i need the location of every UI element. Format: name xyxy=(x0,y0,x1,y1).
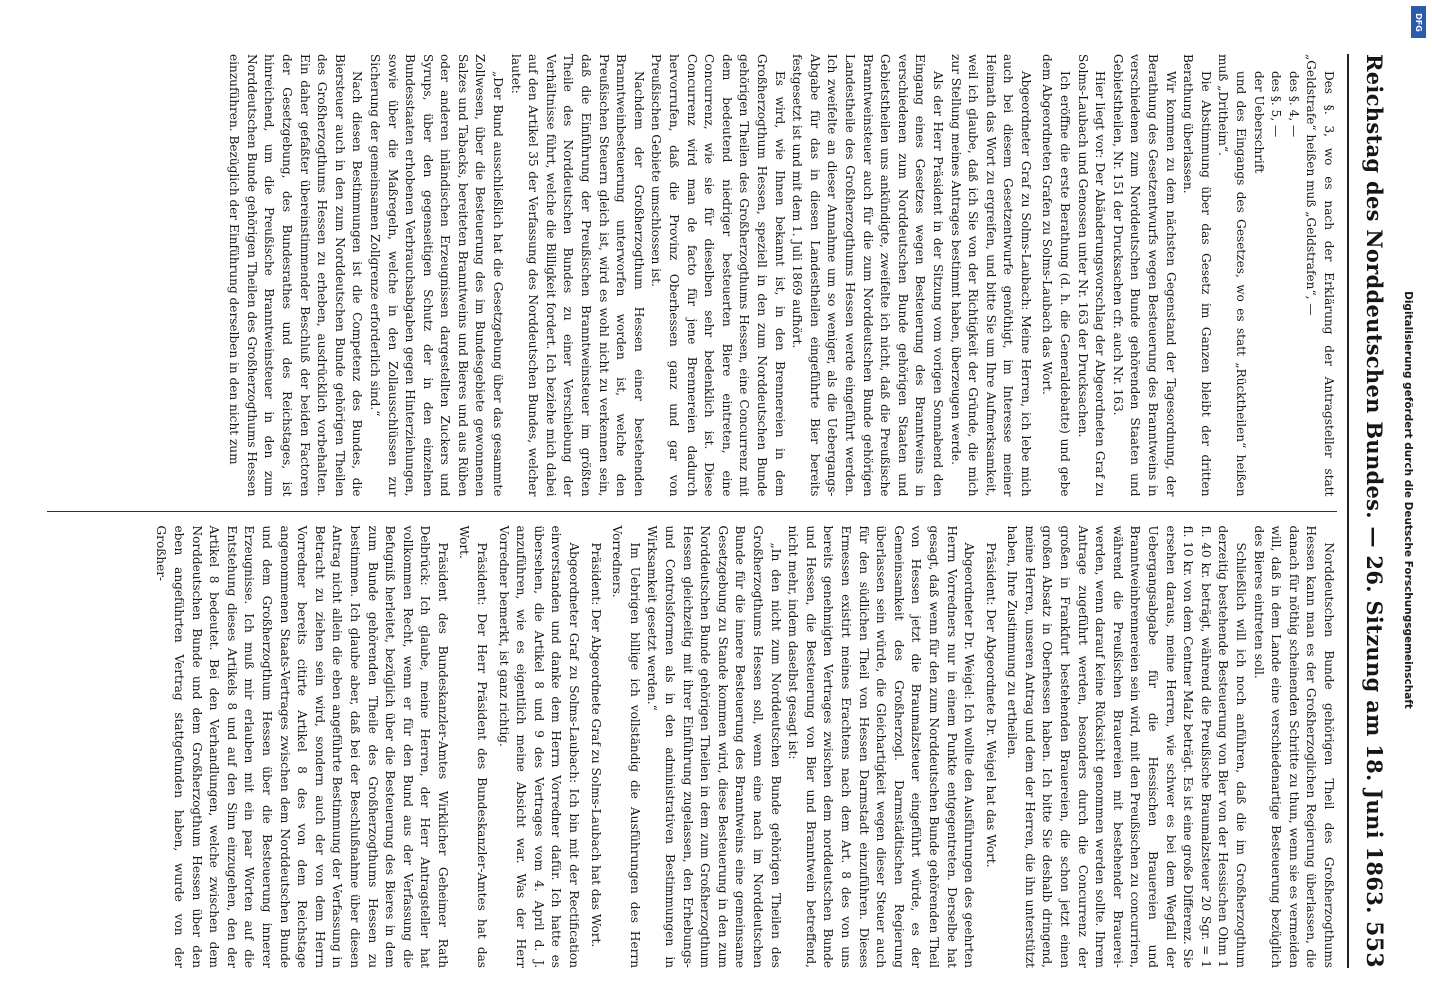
right-paragraph: Abgeordneter Dr. Weigel: Ich wollte den Ausführungen des geehrten Herrn Vorredners nur in einem Punkte entgegentreten. Derselbe hat gesagt, daß wenn für den zum Norddeutschen Bunde gehörenden Theil von Hessen jetzt die Braumalzsteuer eingeführt würde, es der Gemeinsamkeit des Großherzogl. Darmstädtischen Regierung überlassen sein würde, die Gleichartigkeit wegen dieser Steuer auch für den südlichen Theil von Hessen Darmstadt einzuführen. Dieses Ermessen existirt meines Erachtens nach dem Art. 8 des von uns bereits genehmigten Vertrages zwischen dem norddeutschen Bunde und Hessen, die Besteuerung von Bier und Branntwein betreffend, nicht mehr, indem daselbst gesagt ist: xyxy=(786,525,977,968)
right-paragraph: Norddeutschen Bunde gehörigen Theil des Großherzogthums Hessen kann man es der Großherzoglichen Regierung überlassen, die danach für nöthig scheinenden Schritte zu thun, wenn sie es vermeiden will, daß in dem Lande eine verschiedenartige Besteuerung bezüglich des Bieres eintreten soll. xyxy=(1251,525,1336,968)
left-paragraph: Als der Herr Präsident in der Sitzung vom vorigen Sonnabend den Eingang eines Gesetzes wegen Besteuerung des Branntweins in verschiedenen zum Norddeutschen Bunde gehörigen Staaten und Gebietstheilen uns ankündigte, zweifelte ich nicht, daß die Preußische Branntweinsteuer auch für die zum Norddeutschen Bunde gehörigen Landestheile des Großherzogthums Hessen werde eingeführt werden. Ich zweifelte an dieser Annahme um so weniger, als die Uebergangs-Abgabe für das in diesen Landestheilen eingeführte Bier bereits festgesetzt ist und mit dem 1. Juli 1869 aufhört. xyxy=(790,54,945,497)
right-paragraph: Präsident: Der Herr Präsident des Bundeskanzler-Amtes hat das Wort. xyxy=(457,525,490,968)
left-paragraph: Des §. 3, wo es nach der Erklärung der Antragsteller statt „Geldstrafe“ heißen muß „Geldstrafen“, — xyxy=(1304,54,1336,497)
right-paragraph: „In den nicht zum Norddeutschen Bunde gehörigen Theilen des Großherzogthums Hessen soll, wenn eine nach im Norddeutschen Bunde für die innere Besteuerung des Branntweins eine gemeinsame Gesetzgebung zu Stande kommen wird, diese Besteuerung in den zum Norddeutschen Bunde gehörigen Theilen in dem zum Großherzogthum Hessen gleichzeitig mit ihrer Einführung zugelassen, den Erhebungs- und Controlsformen als in den administrativen Bestimmungen in Wirksamkeit gesetzt werden.“ xyxy=(645,525,783,968)
text-columns xyxy=(47,54,1337,968)
right-paragraph: Abgeordneter Graf zu Solms-Laubach: Ich bin mit der Rectification einverstanden und danke dem Herrn Vorredner dafür. Ich hatte es übersehen, die Artikel 8 und 9 des Vertrages vom 4. April d. J. anzuführen, wie es eigentlich meine Absicht war. Was der Herr Vorredner bemerkt, ist ganz richtig. xyxy=(496,525,582,968)
left-paragraph: des §. 4, — xyxy=(1286,70,1301,138)
right-paragraph: Präsident des Bundeskanzler-Amtes Wirklicher Geheimer Rath Delbrück: Ich glaube, meine Herren, der Herr Antragsteller hat vollkommen Recht, wenn er für den Bund aus der Verfassung die Befugniß herleitet, bezüglich über die Besteuerung des Bieres in dem zum Bunde gehörenden Theile des Großherzogthums Hessen zu bestimmen. Ich glaube aber, daß bei der Beschlußnahme über diesen Antrag nicht allein die eben angeführte Bestimmung der Verfassung in Betracht zu ziehen sein wird, sondern auch der von dem Herrn Vorredner bereits citirte Artikel 8 des von dem Reichstage angenommenen Staats-Vertrages zwischen dem Norddeutschen Bunde und dem Großherzogthum Hessen über die Besteuerung innerer Erzeugnisse. Ich muß mir erlauben mit ein paar Worten auf die Entstehung dieses Artikels 8 und auf den Sinn einzugehen, den der Artikel 8 bedeutet. Bei den Verhandlungen, welche zwischen dem Norddeutschen Bunde und dem Großherzogthum Hessen über den eben angeführten Vertrag stattgefunden haben, wurde von der Großher- xyxy=(154,525,450,968)
left-paragraph: Wir kommen zu dem nächsten Gegenstand der Tagesordnung, der Berathung des Gesetzentwurfs wegen Besteuerung des Branntweins in verschiedenen zum Norddeutschen Bunde gehörenden Staaten und Gebietstheilen, Nr. 151 der Drucksachen cfr. auch Nr. 163. xyxy=(1110,54,1178,497)
left-paragraph: Abgeordneter Graf zu Solms-Laubach: Meine Herren, ich lebe mich auch bei diesem Gesetzentwurfe genöthigt, im Interesse meiner Heimath das Wort zu ergreifen, und bitte Sie um Ihre Aufmerksamkeit, weil ich glaube, daß ich Sie von der Richtigkeit der Gründe, die mich zur Stellung meines Antrages bestimmt haben, überzeugen werde. xyxy=(948,54,1033,497)
left-paragraph: Die Abstimmung über das Gesetz im Ganzen bleibt der dritten Berathung überlassen. xyxy=(1181,54,1213,497)
left-paragraph: Nach diesen Bestimmungen ist die Competenz des Bundes, die Biersteuer auch in den zum Norddeutschen Bunde gehörigen Theilen des Großherzogthums Hessen zu erheben, ausdrücklich vorbehalten. Ein daher gefaßter übereinstimmender Beschluß der beiden Factoren der Gesetzgebung, des Bundesrathes und des Reichstages, ist hinreichend, um die Preußische Branntweinsteuer in den zum Norddeutschen Bunde gehörigen Theilen des Großherzogthums Hessen einzuführen. Bezüglich der Einführung derselben in den nicht zum xyxy=(227,54,365,497)
left-paragraph: Es wird, wie Ihnen bekannt ist, in den Brennereien in dem Großherzogthum Hessen, speziell in den zum Norddeutschen Bunde gehörigen Theilen des Großherzogthums Hessen, eine Concurrenz mit dem bedeutend niedriger besteuerten Biere eintreten, eine Concurrenz, wie sie für dieselben sehr bedenklich ist. Diese Concurrenz wird man de facto für jene Brennereien dadurch hervorrufen, daß die Provinz Oberhessen ganz und gar von Preußischen Gebiete umschlossen ist. xyxy=(649,54,787,497)
left-column xyxy=(47,54,1337,511)
digitization-credit: Digitalisierung gefördert durch die Deutsche Forschungsgemeinschaft xyxy=(1402,291,1414,709)
document-sheet xyxy=(31,10,1401,990)
dfg-logo-text: DFG xyxy=(1414,12,1424,32)
left-paragraph: Ich eröffne die erste Berathung (d. h. die Generaldebatte) und gebe dem Abgeordneten Grafen zu Solms-Laubach das Wort. xyxy=(1040,54,1073,497)
right-paragraph: Präsident: Der Abgeordnete Graf zu Solms-Laubach hat das Wort. xyxy=(588,542,603,948)
left-paragraph: „Der Bund ausschließlich hat die Gesetzgebung über das gesammte Zollwesen, über die Besteuerung des im Bundesgebiete gewonnenen Salzes und Tabacks, bereiteten Branntweins und Bieres und aus Rüben oder anderen inländischen Erzeugnissen dargestellten Zuckers und Syrups, über den gegenseitigen Schutz der in den einzelnen Bundesstaaten erhobenen Verbrauchsabgaben gegen Hinterziehungen, sowie über die Maßregeln, welche in den Zollausschlüssen zur Sicherung der gemeinsamen Zollgrenze erforderlich sind.“ xyxy=(367,54,506,497)
left-paragraph: Nachdem der Großherzogthum Hessen einer bestehenden Branntweinbesteuerung unterworfen worden ist, welche den Preußischen Steuern gleich ist, wird es wohl nicht zu verkennen sein, daß die Einführung der Preußischen Branntweinsteuer im größten Theile des Norddeutschen Bundes zu einer Verschiebung der Verhältnisse führt, welche die Billigkeit fordert. Ich beziehe mich dabei auf den Artikel 35 der Verfassung des Norddeutschen Bundes, welcher lautet: xyxy=(508,54,646,497)
header-title: Reichstag des Norddeutschen Bundes. — 26. Sitzung am 18. Juni 1863. xyxy=(1362,54,1387,914)
left-paragraph: Hier liegt vor: Der Abänderungsvorschlag der Abgeordneten Graf zu Solms-Laubach und Genossen unter Nr. 163 der Drucksachen. xyxy=(1075,54,1108,497)
running-header xyxy=(1353,54,1387,968)
dfg-logo xyxy=(1411,6,1426,38)
right-column xyxy=(47,512,1337,969)
header-rule xyxy=(1347,54,1349,968)
right-paragraph: Präsident: Der Abgeordnete Dr. Weigel hat das Wort. xyxy=(983,542,998,868)
right-paragraph: Im Uebrigen billige ich vollständig die Ausführungen des Herrn Vorredners. xyxy=(610,525,642,968)
left-paragraph: der Ueberschrift xyxy=(1251,70,1266,174)
left-paragraph: und des Eingangs des Gesetzes, wo es statt „Rücktheilen“ heißen muß „Dritheim“. xyxy=(1216,54,1249,497)
right-paragraph: Schließlich will ich noch anführen, daß die im Großherzogthum derzeitig bestehende Besteuerung von Bier von der Hessischen Ohm 1 fl. 40 kr. beträgt, während die Preußische Braumalzsteuer 20 Sgr. = 1 fl. 10 kr. von dem Centner Malz beträgt. Es ist eine große Differenz. Sie ersehen daraus, meine Herren, wie schwer es bei dem Wegfall der Uebergangsabgabe für die Hessischen Brauereien und Branntweinbrennereien sein wird, mit den Preußischen zu concurriren, während die Preußischen Brauereien mit bestehender Brauerei- werden, wenn darauf keine Rücksicht genommen werden sollte. Ihrem Antrage zugeführt werden, besonders durch die Concurrenz der großen in Frankfurt bestehenden Brauereien, die schon jetzt einen großen Absatz in Oberhessen haben. Ich bitte Sie deshalb dringend, meine Herren, unseren Antrag und dem der Herren, die ihn unterstützt haben, Ihre Zustimmung zu ertheilen. xyxy=(1005,525,1249,968)
left-paragraph: des §. 5, — xyxy=(1269,70,1284,138)
page-number: 553 xyxy=(1361,921,1387,968)
